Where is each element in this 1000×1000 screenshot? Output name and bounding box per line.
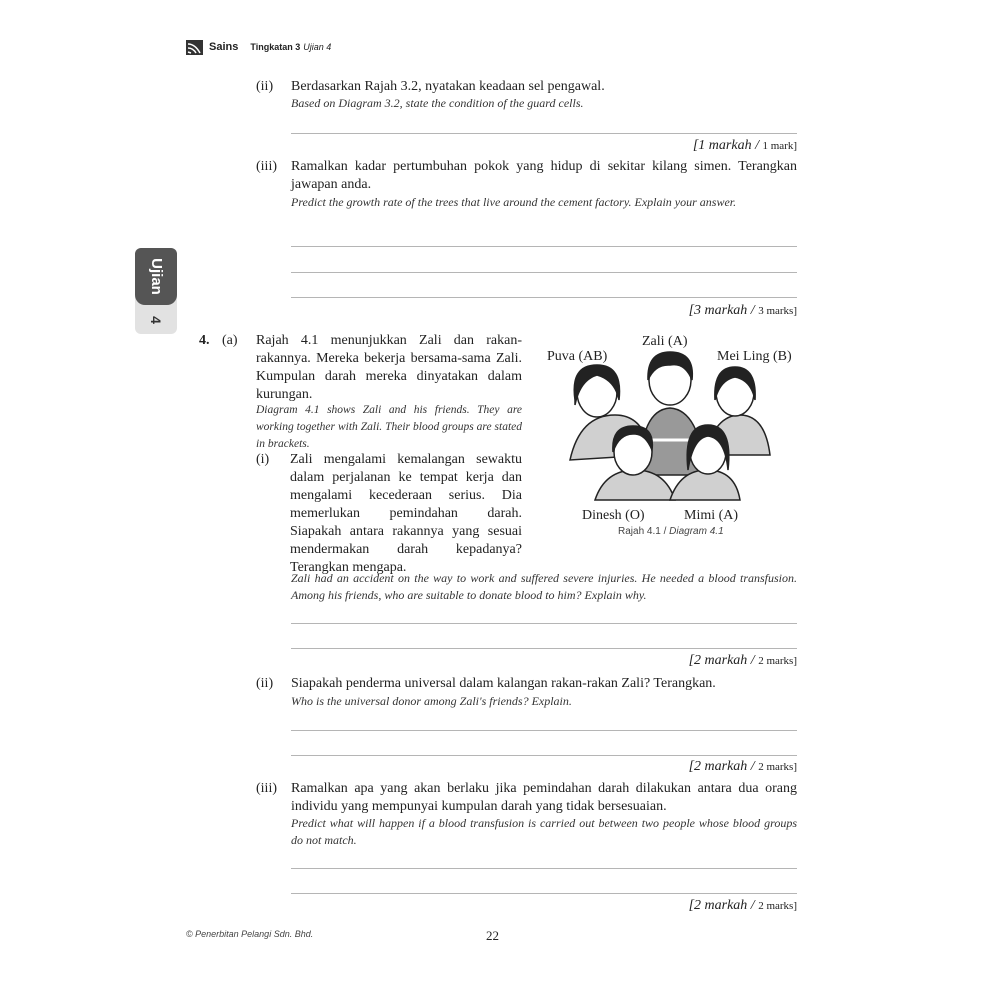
- answer-line[interactable]: [291, 755, 797, 756]
- q4-i-marks: [2 markah / 2 marks]: [688, 653, 797, 668]
- label-mimi: Mimi (A): [684, 508, 739, 523]
- label-dinesh: Dinesh (O): [582, 508, 645, 523]
- q4-i-number: (i): [256, 452, 270, 467]
- q3-ii-number: (ii): [256, 79, 274, 94]
- side-tab: [135, 248, 177, 334]
- answer-line[interactable]: [291, 648, 797, 649]
- q4-a-number: (a): [222, 333, 238, 348]
- subject-logo-icon: [186, 40, 203, 55]
- header-form: Tingkatan 3: [250, 42, 301, 52]
- q3-iii-text-en: Predict the growth rate of the trees that live around the cement factory. Explain your answer.: [291, 195, 737, 209]
- q4-i-text-en: Zali had an accident on the way to work and suffered severe injuries. He needed a blood transfusion. Among his friends, who are suitable to donate blood to him? Explain why.: [291, 571, 797, 602]
- q3-iii-marks: [3 markah / 3 marks]: [688, 303, 797, 318]
- answer-line[interactable]: [291, 272, 797, 273]
- q3-ii-marks: [1 markah / 1 mark]: [692, 138, 797, 153]
- q4-iii-number: (iii): [256, 781, 277, 796]
- q4-ii-number: (ii): [256, 676, 274, 691]
- q3-ii-text-en: Based on Diagram 3.2, state the condition of the guard cells.: [291, 96, 584, 110]
- label-puva: Puva (AB): [547, 349, 608, 364]
- header-subject: Sains: [209, 41, 239, 53]
- answer-line[interactable]: [291, 623, 797, 624]
- answer-line[interactable]: [291, 133, 797, 134]
- q4-iii-text-bm: Ramalkan apa yang akan berlaku jika pemindahan darah dilakukan antara dua orang individu yang mempunyai kumpulan darah yang tidak bersesuaian.: [291, 781, 797, 814]
- q4-iii-marks: [2 markah / 2 marks]: [688, 898, 797, 913]
- q4-ii-marks: [2 markah / 2 marks]: [688, 759, 797, 774]
- diagram-4-1: [535, 330, 805, 545]
- answer-line[interactable]: [291, 297, 797, 298]
- q4-ii-text-en: Who is the universal donor among Zali's friends? Explain.: [291, 694, 572, 708]
- q4-a-text-bm: Rajah 4.1 menunjukkan Zali dan rakan-rakannya. Mereka bekerja bersama-sama Zali. Kumpulan darah mereka dinyatakan dalam kurungan.: [256, 333, 522, 402]
- header-test: Ujian 4: [303, 42, 332, 52]
- q4-number: 4.: [199, 333, 210, 348]
- side-tab-number: 4: [147, 315, 164, 324]
- side-tab-label: Ujian: [147, 258, 165, 295]
- answer-line[interactable]: [291, 730, 797, 731]
- diagram-caption: Rajah 4.1 / Diagram 4.1: [618, 526, 724, 537]
- q4-ii-text-bm: Siapakah penderma universal dalam kalangan rakan-rakan Zali? Terangkan.: [291, 676, 716, 691]
- label-mei-ling: Mei Ling (B): [717, 349, 792, 364]
- answer-line[interactable]: [291, 246, 797, 247]
- q4-i-text-bm: Zali mengalami kemalangan sewaktu dalam perjalanan ke tempat kerja dan mengalami kecederaan serius. Dia memerlukan pemindahan darah. Siapakah antara rakannya yang sesuai mendermakan darah kepadanya? Terangkan mengapa.: [290, 452, 522, 575]
- answer-line[interactable]: [291, 893, 797, 894]
- q3-ii-text-bm: Berdasarkan Rajah 3.2, nyatakan keadaan sel pengawal.: [291, 79, 605, 94]
- answer-line[interactable]: [291, 868, 797, 869]
- q3-iii-number: (iii): [256, 159, 277, 174]
- page-number: 22: [486, 928, 499, 943]
- q3-iii-text-bm: Ramalkan kadar pertumbuhan pokok yang hidup di sekitar kilang simen. Terangkan jawapan anda.: [291, 159, 797, 192]
- q4-iii-text-en: Predict what will happen if a blood transfusion is carried out between two people whose blood groups do not match.: [291, 816, 797, 847]
- q4-a-text-en: Diagram 4.1 shows Zali and his friends. They are working together with Zali. Their blood groups are stated in brackets.: [256, 404, 522, 450]
- footer-publisher: © Penerbitan Pelangi Sdn. Bhd.: [186, 929, 314, 939]
- page-header: [186, 39, 331, 55]
- label-zali: Zali (A): [642, 334, 688, 349]
